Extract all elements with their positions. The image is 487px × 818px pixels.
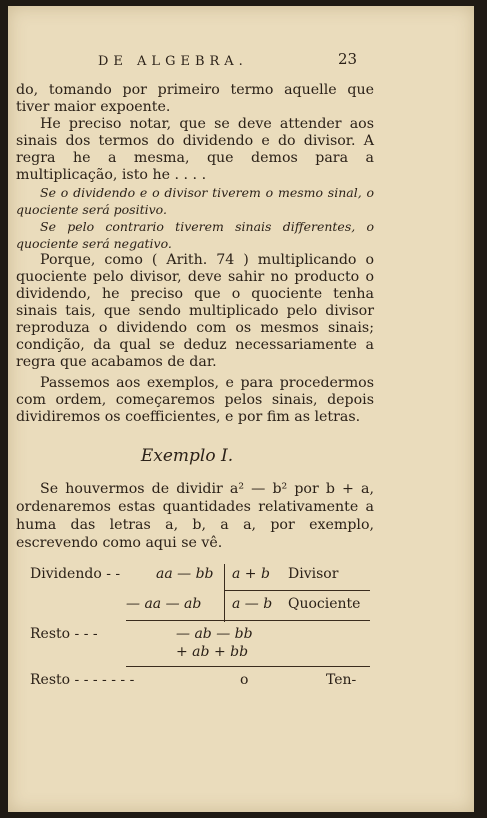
division-vertical-rule xyxy=(224,564,225,622)
dividend-label: Dividendo - - xyxy=(30,566,121,582)
example-paragraph xyxy=(16,480,374,552)
divisor-label: Divisor xyxy=(288,566,339,582)
paragraph: Porque, como ( Arith. 74 ) multiplicando o quociente pelo divisor, deve sahir no producto o dividendo, he preciso que o quociente tenha sinais tais, que sendo multiplicado pelo divisor reproduza o dividendo com os mesmos sinais; condição, da qual se deduz necessariamente a regra que acabamos de dar. xyxy=(16,252,374,370)
quotient-expression: a — b xyxy=(232,596,273,612)
example-text: Se houvermos de dividir a² — b² por b + a, ordenaremos estas quantidades relativamente a huma das letras a, b, a a, por exemplo, escrevendo como aqui se vê. xyxy=(16,481,374,551)
catchword: Ten- xyxy=(326,672,357,688)
divisor-expression: a + b xyxy=(232,566,270,582)
divisor-rule xyxy=(224,590,370,591)
remainder-label: Resto - - - - - - - xyxy=(30,672,135,688)
dividend-expression: aa — bb xyxy=(156,566,214,582)
subtraction-rule xyxy=(126,666,370,667)
running-head: DE ALGEBRA. xyxy=(98,54,248,69)
remainder-expression: — ab — bb xyxy=(176,626,253,642)
page-number: 23 xyxy=(338,50,358,68)
final-remainder: o xyxy=(240,672,249,688)
paragraph-continuation: do, tomando por primeiro termo aquelle que tiver maior expoente. xyxy=(16,82,374,115)
rule-statement: Se pelo contrario tiverem sinais differentes, o quociente será negativo. xyxy=(16,219,374,251)
subtraction-expression: — aa — ab xyxy=(126,596,202,612)
section-heading: Exemplo I. xyxy=(140,446,234,466)
paragraph: He preciso notar, que se deve attender aos sinais dos termos do dividendo e do divisor. A regra he a mesma, que demos para a multiplicação, isto he . . . . xyxy=(16,116,374,183)
quotient-label: Quociente xyxy=(288,596,361,612)
main-text xyxy=(16,82,374,426)
remainder-label: Resto - - - xyxy=(30,626,98,642)
paragraph: Passemos aos exemplos, e para procedermos com ordem, começaremos pelos sinais, depois dividiremos os coefficientes, e por fim as letras. xyxy=(16,375,374,425)
book-page xyxy=(8,6,474,812)
subtraction-expression: + ab + bb xyxy=(176,644,249,660)
rule-statement: Se o dividendo e o divisor tiverem o mesmo sinal, o quociente será positivo. xyxy=(16,185,374,217)
subtraction-rule xyxy=(126,620,370,621)
